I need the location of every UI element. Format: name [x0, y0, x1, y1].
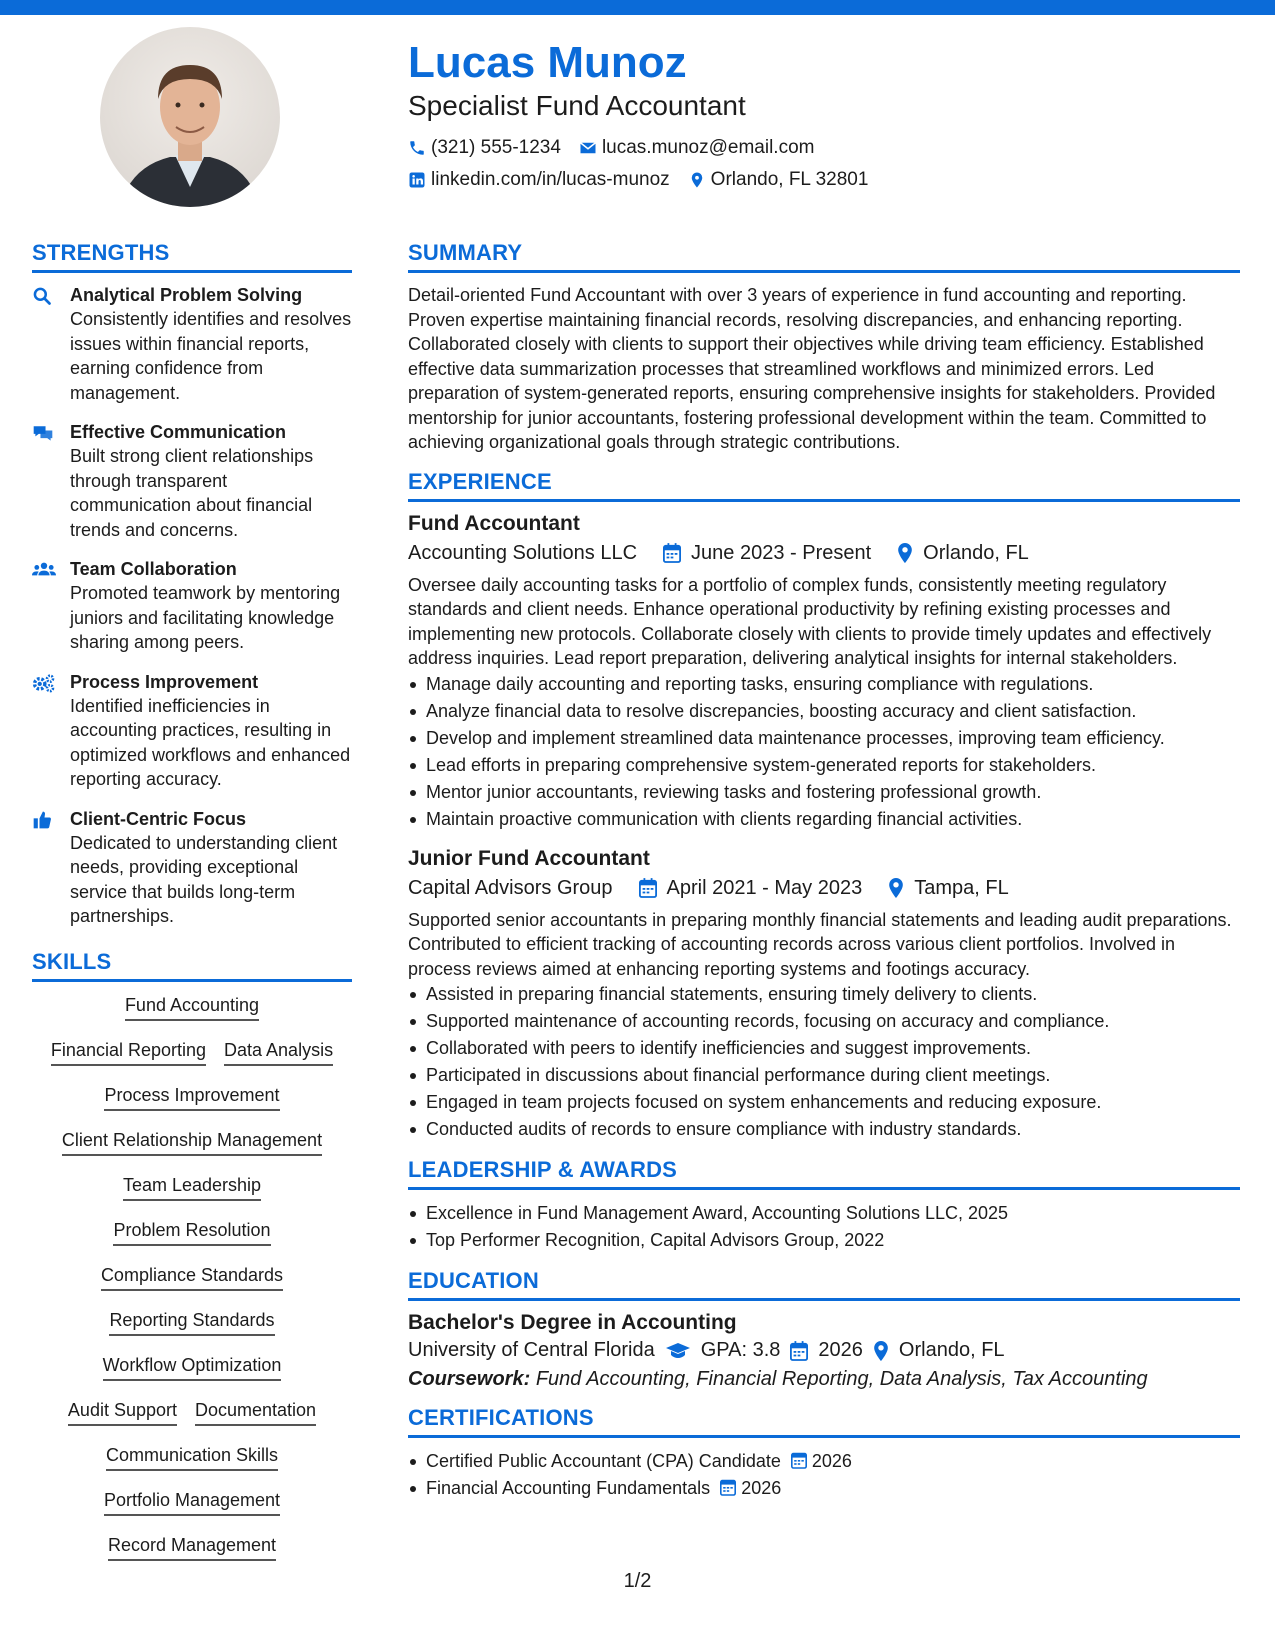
awards-heading: LEADERSHIP & AWARDS: [408, 1157, 1240, 1190]
strength-item: [32, 420, 352, 542]
strength-name: Team Collaboration: [70, 559, 237, 579]
skill-tag: Compliance Standards: [101, 1262, 283, 1291]
job-bullet: Collaborated with peers to identify inefficiencies and suggest improvements.: [408, 1035, 1240, 1062]
skill-row: [32, 1307, 352, 1352]
job-bullet: Mentor junior accountants, reviewing tasks and fostering professional growth.: [408, 779, 1240, 806]
certification-year: 2026: [741, 1478, 782, 1498]
skills-heading: SKILLS: [32, 949, 352, 982]
job-bullets: [408, 671, 1240, 833]
strength-item: [32, 557, 352, 655]
skill-row: [32, 1082, 352, 1127]
top-accent-bar: [0, 0, 1275, 15]
job-bullet: Manage daily accounting and reporting tasks, ensuring compliance with regulations.: [408, 671, 1240, 698]
resume-header: [408, 40, 1248, 196]
coursework-label: Coursework:: [408, 1368, 531, 1390]
skill-tag: Process Improvement: [104, 1082, 279, 1111]
certifications-section: [408, 1405, 1240, 1502]
strength-item: [32, 283, 352, 405]
phone-item[interactable]: [408, 132, 561, 164]
phone-icon: [408, 139, 426, 157]
skill-tag: Fund Accounting: [125, 992, 259, 1021]
summary-section: [408, 240, 1240, 455]
candidate-title: Specialist Fund Accountant: [408, 90, 746, 122]
skill-row: [32, 1172, 352, 1217]
strength-name: Process Improvement: [70, 671, 259, 692]
coursework-list: Fund Accounting, Financial Reporting, Data Analysis, Tax Accounting: [535, 1368, 1148, 1390]
envelope-icon: [579, 139, 597, 157]
certification-item: [408, 1475, 1240, 1502]
skill-tag: Portfolio Management: [104, 1487, 280, 1516]
job-entry: [408, 847, 1240, 1144]
education-section: [408, 1268, 1240, 1391]
strength-desc: Consistently identifies and resolves issues within financial reports, earning confidence from management.: [70, 309, 352, 403]
job-dates: June 2023 - Present: [691, 541, 872, 564]
school-name: University of Central Florida: [408, 1339, 655, 1361]
location-text: Orlando, FL 32801: [710, 169, 869, 191]
skill-tag: Documentation: [195, 1397, 316, 1426]
profile-photo: [100, 27, 280, 207]
skill-row: [32, 1397, 352, 1442]
left-column: [32, 240, 352, 1577]
experience-heading: EXPERIENCE: [408, 469, 1240, 502]
graduation-year: 2026: [818, 1339, 863, 1361]
skills-list: [32, 992, 352, 1577]
strength-desc: Promoted teamwork by mentoring juniors and facilitating knowledge sharing among peers.: [70, 583, 341, 652]
job-role: Junior Fund Accountant: [408, 846, 650, 870]
gpa: GPA: 3.8: [700, 1339, 781, 1361]
linkedin-item[interactable]: [408, 164, 670, 196]
skill-tag: Problem Resolution: [113, 1217, 270, 1246]
education-location: Orlando, FL: [898, 1339, 1005, 1361]
skill-row: [32, 1037, 352, 1082]
job-entry: [408, 512, 1240, 833]
strength-desc: Dedicated to understanding client needs, providing exceptional service that builds long-term partnerships.: [70, 832, 338, 926]
skill-tag: Record Management: [108, 1532, 276, 1561]
experience-section: [408, 469, 1240, 1144]
graduation-cap-icon: [665, 1341, 691, 1361]
job-company: Capital Advisors Group: [408, 876, 613, 899]
job-bullet: Analyze financial data to resolve discrepancies, boosting accuracy and client satisfaction.: [408, 698, 1240, 725]
right-column: [408, 240, 1240, 1516]
linkedin-text: linkedin.com/in/lucas-munoz: [431, 169, 670, 191]
job-bullet: Maintain proactive communication with clients regarding financial activities.: [408, 806, 1240, 833]
email-text: lucas.munoz@email.com: [601, 137, 815, 159]
skill-tag: Client Relationship Management: [62, 1127, 322, 1156]
degree: Bachelor's Degree in Accounting: [408, 1311, 737, 1334]
chat-icon: [32, 423, 54, 443]
job-location: Tampa, FL: [914, 876, 1009, 899]
skill-row: [32, 1217, 352, 1262]
skill-tag: Communication Skills: [106, 1442, 278, 1471]
certification-name: Certified Public Accountant (CPA) Candidate: [426, 1451, 781, 1471]
strength-item: [32, 670, 352, 792]
calendar-icon: [720, 1478, 736, 1496]
strength-name: Analytical Problem Solving: [70, 285, 303, 305]
gears-icon: [32, 673, 56, 693]
job-bullet: Participated in discussions about financial performance during client meetings.: [408, 1062, 1240, 1089]
map-pin-icon: [873, 1341, 889, 1361]
skill-row: [32, 1352, 352, 1397]
skill-row: [32, 1262, 352, 1307]
job-meta: [408, 542, 1240, 565]
contact-info: [408, 132, 1248, 196]
job-company: Accounting Solutions LLC: [408, 541, 638, 564]
job-bullet: Engaged in team projects focused on system enhancements and reducing exposure.: [408, 1089, 1240, 1116]
thumbs-up-icon: [32, 810, 52, 830]
strength-name: Client-Centric Focus: [70, 808, 247, 829]
certifications-heading: CERTIFICATIONS: [408, 1405, 1240, 1438]
skill-tag: Team Leadership: [123, 1172, 261, 1201]
calendar-icon: [790, 1341, 808, 1361]
award-item: Top Performer Recognition, Capital Advisors Group, 2022: [408, 1227, 1240, 1254]
calendar-icon: [639, 878, 657, 898]
map-pin-icon: [888, 878, 904, 898]
phone-text: (321) 555-1234: [431, 137, 561, 159]
certification-item: [408, 1448, 1240, 1475]
strength-desc: Built strong client relationships through transparent communication about financial trends and concerns.: [70, 446, 314, 540]
skill-tag: Workflow Optimization: [103, 1352, 282, 1381]
job-bullet: Assisted in preparing financial statements, ensuring timely delivery to clients.: [408, 981, 1240, 1008]
certification-year: 2026: [811, 1451, 852, 1471]
skill-tag: Reporting Standards: [109, 1307, 274, 1336]
strength-name: Effective Communication: [70, 422, 287, 442]
linkedin-icon: [408, 171, 426, 189]
job-description: Supported senior accountants in preparing monthly financial statements and leading audit preparations. Contributed to efficient tracking of accounting records across various client portfolios. Involved in process reviews aimed at enhancing reporting systems and footings accuracy.: [408, 909, 1232, 979]
map-pin-icon: [688, 171, 706, 189]
education-heading: EDUCATION: [408, 1268, 1240, 1301]
strength-desc: Identified inefficiencies in accounting practices, resulting in optimized workflows and enhanced reporting accuracy.: [70, 695, 351, 789]
calendar-icon: [663, 543, 681, 563]
job-bullet: Conducted audits of records to ensure compliance with industry standards.: [408, 1116, 1240, 1143]
map-pin-icon: [897, 543, 913, 563]
skill-row: [32, 1127, 352, 1172]
skill-tag: Data Analysis: [224, 1037, 333, 1066]
job-bullet: Lead efforts in preparing comprehensive system-generated reports for stakeholders.: [408, 752, 1240, 779]
job-role: Fund Accountant: [408, 511, 580, 535]
job-bullets: [408, 981, 1240, 1143]
summary-heading: SUMMARY: [408, 240, 1240, 273]
job-bullet: Supported maintenance of accounting records, focusing on accuracy and compliance.: [408, 1008, 1240, 1035]
job-bullet: Develop and implement streamlined data maintenance processes, improving team efficiency.: [408, 725, 1240, 752]
certification-name: Financial Accounting Fundamentals: [426, 1478, 711, 1498]
users-icon: [32, 560, 56, 578]
skill-row: [32, 1442, 352, 1487]
strengths-heading: STRENGTHS: [32, 240, 352, 273]
job-description: Oversee daily accounting tasks for a portfolio of complex funds, consistently meeting regulatory standards and client needs. Enhance operational productivity by refining existing processes and implementing new protocols. Collaborate closely with clients to provide timely updates and effectively address inquiries. Lead report preparation, delivering analytical insights for internal stakeholders.: [408, 574, 1212, 668]
summary-text: Detail-oriented Fund Accountant with over 3 years of experience in fund accounting and reporting. Proven expertise maintaining financial records, resolving discrepancies, and enhancing reporting. Collaborated closely with clients to support their objectives while driving team efficiency. Established effective data summarization processes that streamlined workflows and minimized errors. Led preparation of system-generated reports, ensuring comprehensive insights for stakeholders. Provided mentorship for junior accountants, fostering professional development within the team. Committed to achieving organizational goals through strategic contributions.: [408, 285, 1216, 452]
candidate-name: Lucas Munoz: [408, 38, 687, 87]
skill-row: [32, 1487, 352, 1532]
skill-tag: Financial Reporting: [51, 1037, 206, 1066]
calendar-icon: [791, 1451, 807, 1469]
skill-row: [32, 992, 352, 1037]
coursework: [408, 1368, 1240, 1391]
page-number: 1/2: [623, 1570, 652, 1592]
search-icon: [32, 286, 52, 306]
skill-tag: Audit Support: [68, 1397, 177, 1426]
email-item[interactable]: [579, 132, 815, 164]
location-item: [688, 164, 869, 196]
awards-section: [408, 1157, 1240, 1254]
strength-item: [32, 807, 352, 929]
award-item: Excellence in Fund Management Award, Accounting Solutions LLC, 2025: [408, 1200, 1240, 1227]
job-meta: [408, 877, 1240, 900]
job-location: Orlando, FL: [923, 541, 1029, 564]
job-dates: April 2021 - May 2023: [666, 876, 863, 899]
